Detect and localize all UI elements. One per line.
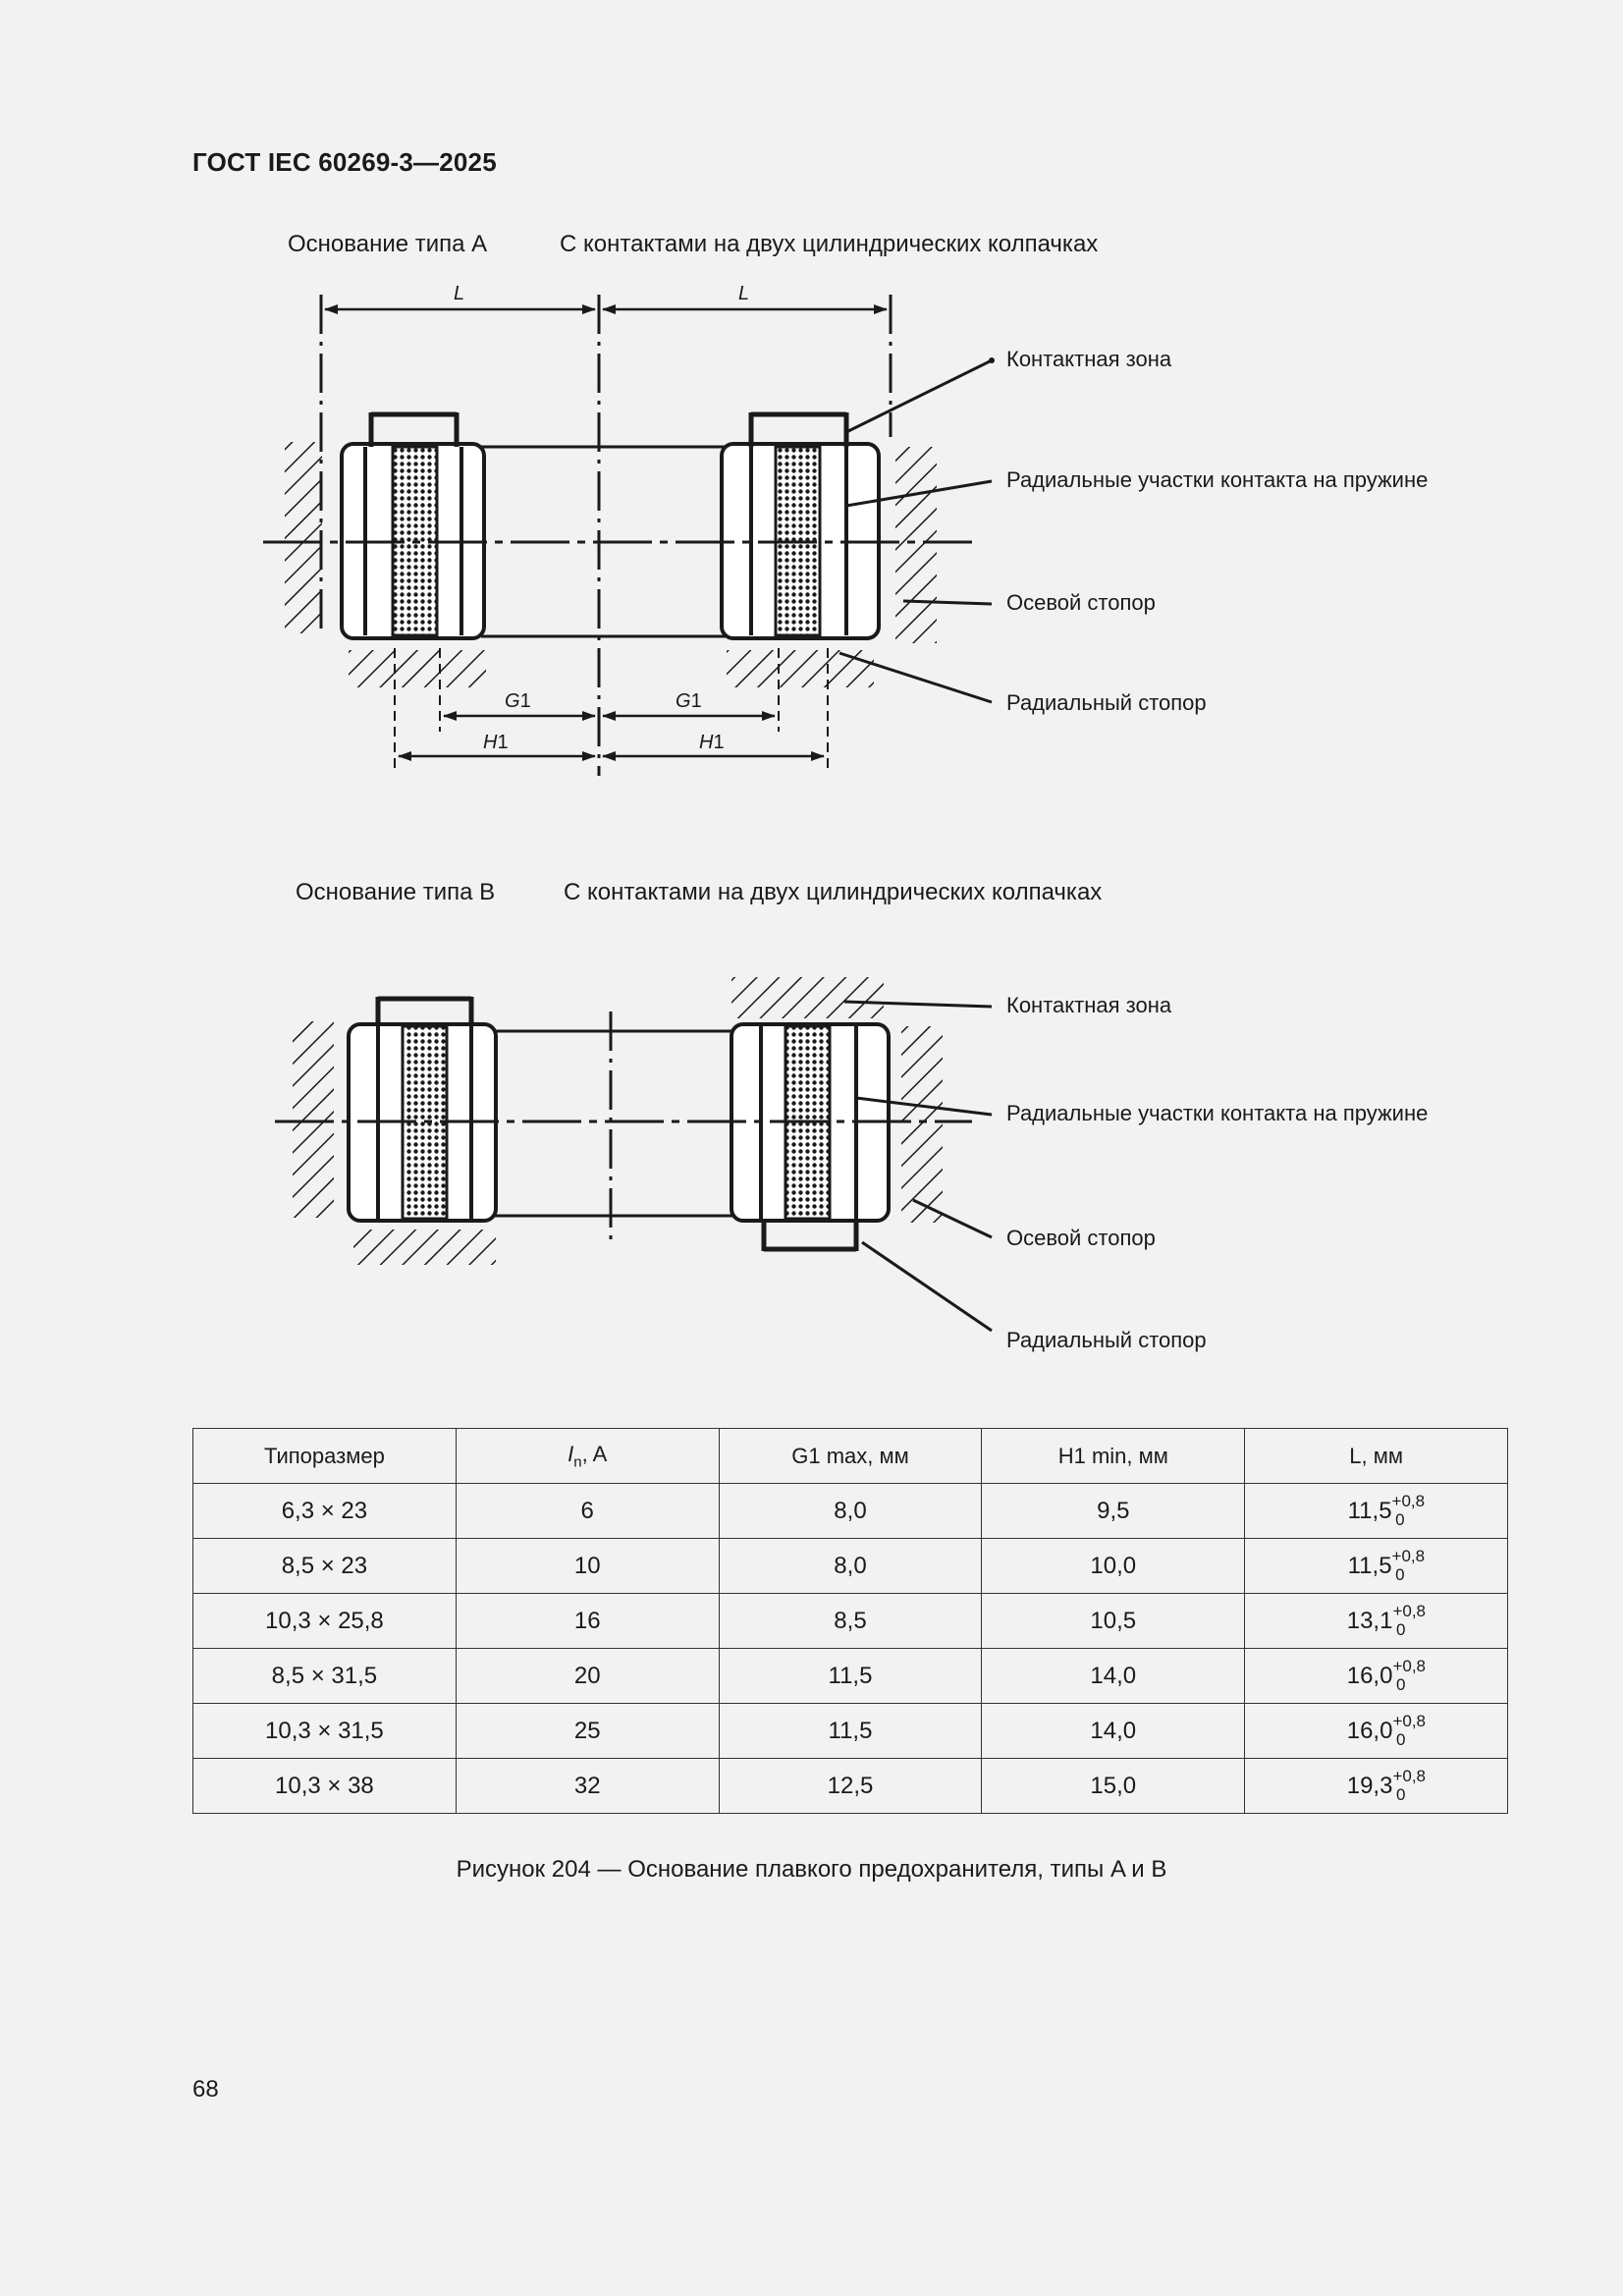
cell-g1: 11,5	[719, 1704, 982, 1759]
cell-size: 8,5 × 23	[193, 1539, 457, 1594]
cell-size: 6,3 × 23	[193, 1484, 457, 1539]
figure-b-base-label: Основание типа B	[296, 879, 496, 905]
table-header-row	[193, 1429, 1508, 1484]
cell-size: 10,3 × 25,8	[193, 1594, 457, 1649]
table-row	[193, 1539, 1508, 1594]
table-row	[193, 1594, 1508, 1649]
l-tol-upper: +0,8	[1391, 1546, 1426, 1565]
cell-l	[1245, 1649, 1508, 1704]
dim-l-right: L	[738, 283, 750, 304]
l-tol-lower: 0	[1396, 1674, 1406, 1694]
cell-h1: 9,5	[982, 1484, 1245, 1539]
callout-a-radial-stop: Радиальный стопор	[1006, 690, 1207, 715]
col-h1: H1 min, мм	[982, 1429, 1245, 1484]
page-number: 68	[192, 2076, 219, 2103]
callout-a-radial-spring: Радиальные участки контакта на пружине	[1006, 467, 1429, 492]
cell-current: 25	[456, 1704, 719, 1759]
figure-b-drawing	[275, 977, 1428, 1352]
cell-g1: 8,0	[719, 1539, 982, 1594]
table-row	[193, 1759, 1508, 1814]
figure-title: Рисунок 204 — Основание плавкого предохранителя, типы A и B	[456, 1856, 1167, 1883]
l-tol-lower: 0	[1395, 1564, 1405, 1584]
l-value: 11,5	[1347, 1552, 1392, 1579]
cell-g1: 8,0	[719, 1484, 982, 1539]
table-row	[193, 1704, 1508, 1759]
callout-a-axial-stop: Осевой стопор	[1006, 590, 1156, 615]
dim-h1-right: H1	[699, 732, 725, 753]
figure-a-drawing	[263, 283, 1428, 776]
cell-l	[1245, 1594, 1508, 1649]
cell-size: 10,3 × 38	[193, 1759, 457, 1814]
l-value: 13,1	[1346, 1607, 1393, 1634]
cell-current: 32	[456, 1759, 719, 1814]
l-tol-lower: 0	[1396, 1729, 1406, 1749]
dim-h1-left: H1	[483, 732, 509, 753]
figure-a-base-label: Основание типа A	[288, 231, 488, 257]
cell-current: 16	[456, 1594, 719, 1649]
dim-l-left: L	[454, 283, 465, 304]
l-value: 11,5	[1347, 1497, 1392, 1524]
cell-current: 6	[456, 1484, 719, 1539]
cell-g1: 8,5	[719, 1594, 982, 1649]
l-value: 19,3	[1346, 1772, 1393, 1799]
cell-g1: 11,5	[719, 1649, 982, 1704]
dim-g1-right: G1	[676, 690, 702, 712]
l-tol-upper: +0,8	[1392, 1766, 1426, 1785]
cell-current: 10	[456, 1539, 719, 1594]
table-row	[193, 1484, 1508, 1539]
cell-h1: 14,0	[982, 1704, 1245, 1759]
table-row	[193, 1649, 1508, 1704]
fuse-dimensions-table	[192, 1428, 1508, 1814]
callout-a-contact-zone: Контактная зона	[1006, 347, 1172, 371]
cell-h1: 14,0	[982, 1649, 1245, 1704]
l-tol-upper: +0,8	[1392, 1656, 1426, 1675]
callout-b-radial-spring: Радиальные участки контакта на пружине	[1006, 1101, 1429, 1125]
cell-size: 10,3 × 31,5	[193, 1704, 457, 1759]
l-tol-lower: 0	[1395, 1509, 1405, 1529]
cell-h1: 10,0	[982, 1539, 1245, 1594]
col-l: L, мм	[1245, 1429, 1508, 1484]
col-g1: G1 max, мм	[719, 1429, 982, 1484]
l-value: 16,0	[1346, 1717, 1393, 1744]
cell-current: 20	[456, 1649, 719, 1704]
cell-l	[1245, 1484, 1508, 1539]
cell-h1: 10,5	[982, 1594, 1245, 1649]
callout-b-contact-zone: Контактная зона	[1006, 993, 1172, 1017]
col-size: Типоразмер	[193, 1429, 457, 1484]
cell-l	[1245, 1704, 1508, 1759]
cell-g1: 12,5	[719, 1759, 982, 1814]
document-header: ГОСТ IEC 60269-3—2025	[192, 147, 497, 177]
col-current: $I_n$, A	[456, 1429, 719, 1484]
figure-a-contacts-label: С контактами на двух цилиндрических колпачках	[560, 231, 1099, 257]
dim-g1-left: G1	[505, 690, 531, 712]
l-tol-lower: 0	[1396, 1784, 1406, 1804]
l-tol-upper: +0,8	[1392, 1601, 1426, 1620]
cell-l	[1245, 1539, 1508, 1594]
l-tol-upper: +0,8	[1392, 1711, 1426, 1730]
cell-size: 8,5 × 31,5	[193, 1649, 457, 1704]
cell-h1: 15,0	[982, 1759, 1245, 1814]
callout-b-axial-stop: Осевой стопор	[1006, 1226, 1156, 1250]
figure-b-contacts-label: С контактами на двух цилиндрических колпачках	[564, 879, 1103, 905]
l-value: 16,0	[1346, 1662, 1393, 1689]
l-tol-lower: 0	[1396, 1619, 1406, 1639]
callout-b-radial-stop: Радиальный стопор	[1006, 1328, 1207, 1352]
l-tol-upper: +0,8	[1391, 1491, 1426, 1510]
cell-l	[1245, 1759, 1508, 1814]
